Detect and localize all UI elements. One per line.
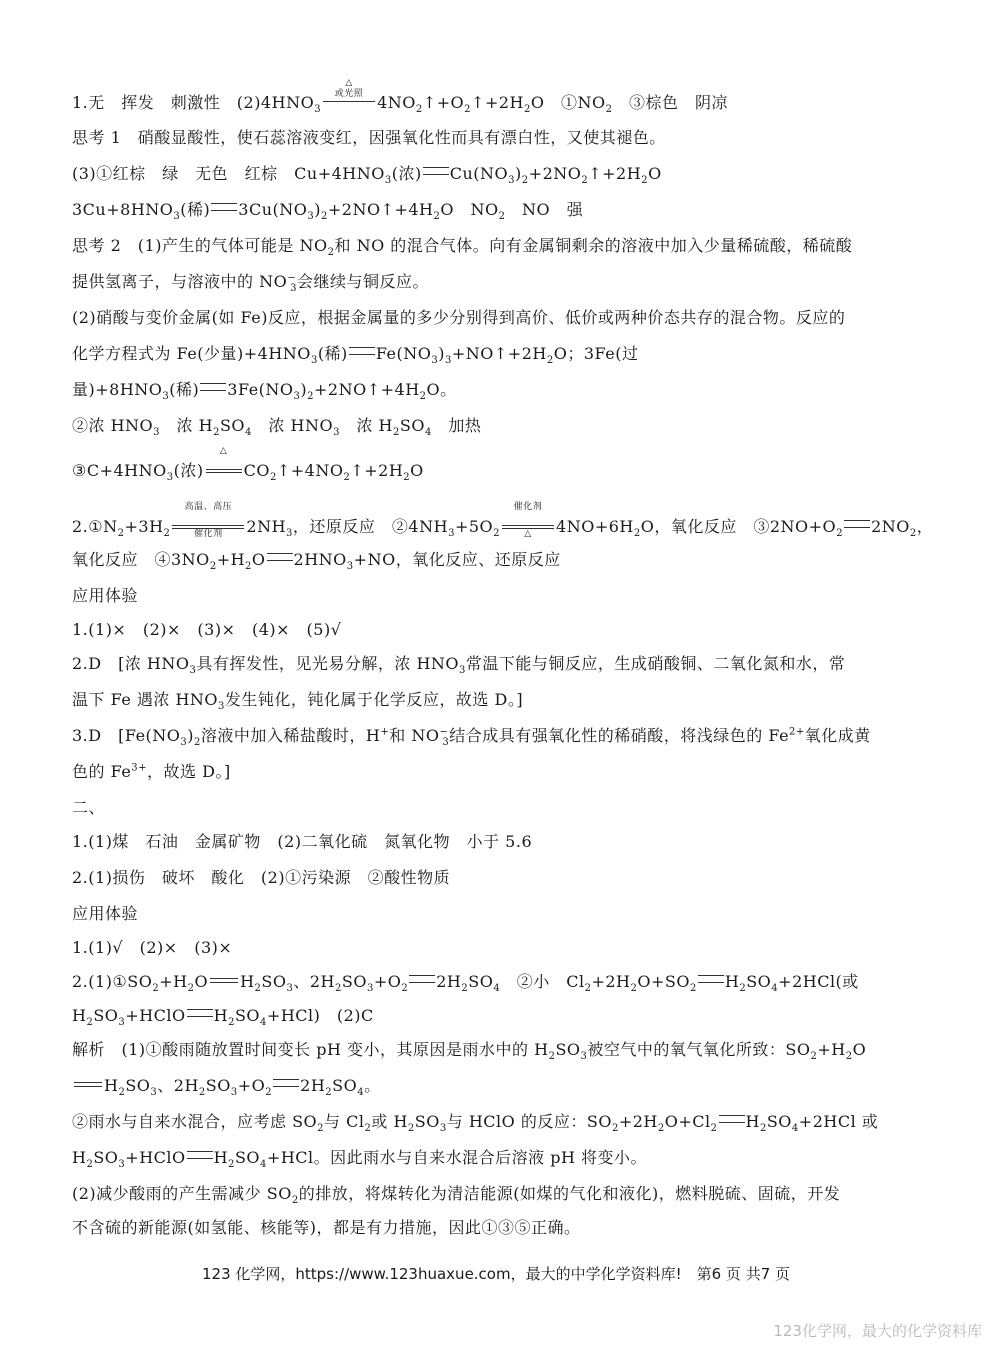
analysis-d: $H_2SO_3+HClO$ $H_2SO_4+HCl$。因此雨水与自来水混合后溶液 pH 将变小。 — [72, 1148, 647, 1171]
reaction-condition: 高温、高压 催化剂 — [172, 516, 244, 536]
para-2-c: 量)$+8HNO_3$(稀) $3Fe(NO_3)_2+2NO↑+4H_2O$。 — [72, 380, 457, 403]
analysis-f: 不含硫的新能源(如氢能、核能等)，都是有力措施，因此①③⑤正确。 — [72, 1218, 581, 1237]
think-2-a: 思考 2 (1)产生的气体可能是 $NO_2$和 NO 的混合气体。向有金属铜剩余的溶液中加入少量稀硫酸，稀硫酸 — [72, 236, 853, 259]
section-heading-practice-2: 应用体验 — [72, 904, 139, 923]
answer-line-10: ②浓 $HNO_3$ 浓 $H_2SO_4$ 浓 $HNO_3$ 浓 $H_2SO_4$ 加热 — [72, 416, 482, 439]
answer-line-1: 1.无 挥发 刺激性 $(2)4HNO_3$ △ 或光照 $4NO_2↑+O_2↑+2H_2O$ $①NO_2$ ③棕色 阴凉 — [72, 78, 729, 116]
reaction-condition: △ — [206, 460, 242, 480]
answer-2-1: 1.(1)煤 石油 金属矿物 (2)二氧化硫 氮氧化物 小于 5.6 — [72, 832, 533, 851]
answer-line-11: $③C+4HNO_3$(浓) △ $CO_2↑+4NO_2↑+2H_2O$ — [72, 446, 424, 484]
analysis-c: ②雨水与自来水混合，应考虑 $SO_2$与 $Cl_2$或 $H_2SO_3$与 HClO 的反应：$SO_2+2H_2O+Cl_2$ $H_2SO_4+2HCl$ 或 — [72, 1112, 879, 1135]
think-2-b: 提供氢离子，与溶液中的 $NO^-_3$会继续与铜反应。 — [72, 272, 429, 295]
practice-2-a: 2.D [浓 $HNO_3$具有挥发性，见光易分解，浓 $HNO_3$常温下能与铜反应，生成硝酸铜、二氧化氮和水，常 — [72, 654, 846, 677]
practice-1: 1.(1)× (2)× (3)× (4)× (5)√ — [72, 620, 342, 639]
practice-2-1: 1.(1)√ (2)× (3)× — [72, 938, 233, 957]
section-two-heading: 二、 — [72, 798, 106, 817]
practice-3-b: 色的 $Fe^{3+}$，故选 D。] — [72, 762, 231, 781]
analysis-a: 解析 (1)①酸雨随放置时间变长 pH 变小，其原因是雨水中的 $H_2SO_3$被空气中的氧气氧化所致：$SO_2+H_2O$ — [72, 1040, 867, 1063]
section-heading-practice: 应用体验 — [72, 586, 139, 605]
analysis-b: $H_2SO_3$、$2H_2SO_3+O_2$ $2H_2SO_4$。 — [72, 1076, 922, 1096]
page-footer: 123 化学网，https://www.123huaxue.com，最大的中学化学资料库! 第6 页 共7 页 — [201, 1265, 791, 1283]
para-2-b: 化学方程式为 Fe(少量)$+4HNO_3$(稀) $Fe(NO_3)_3+NO↑+2H_2O$；3Fe(过 — [72, 344, 639, 367]
answer-line-13: 氧化反应 $④3NO_2+H_2O$ $2HNO_3+NO$，氧化反应、还原反应 — [72, 550, 561, 573]
practice-3-a: 3.D [$Fe(NO_3)_2$溶液中加入稀盐酸时，H+和 $NO^-_3$结合成具有强氧化性的稀硝酸，将浅绿色的 $Fe^{2+}$氧化成黄 — [72, 726, 871, 749]
practice-2-2-a: $2.(1)①SO_2+H_2O$ $H_2SO_3$、$2H_2SO_3+O_2$ $2H_2SO_4$ ②小 $Cl_2+2H_2O+SO_2$ $H_2SO_4+2HCl$(或 — [72, 972, 859, 995]
reaction-condition: 催化剂 △ — [502, 516, 554, 536]
practice-2-b: 温下 Fe 遇浓 $HNO_3$发生钝化，钝化属于化学反应，故选 D。] — [72, 690, 524, 713]
reaction-condition: △ 或光照 — [323, 92, 375, 112]
practice-2-2-b: $H_2SO_3+HClO$ $H_2SO_4+HCl$) (2)C — [72, 1006, 374, 1029]
think-1: 思考 1 硝酸显酸性，使石蕊溶液变红，因强氧化性而具有漂白性，又使其褪色。 — [72, 128, 666, 147]
site-watermark: 123化学网，最大的化学资料库 — [773, 1322, 982, 1340]
answer-line-12: $2.①N_2+3H_2$ 高温、高压 催化剂 $2NH_3$，还原反应 $②4NH_3+5O_2$ 催化剂 △ $4NO+6H_2O$，氧化反应 $③2NO+O_2$ $2NO_2$， — [72, 502, 934, 540]
para-2-a: (2)硝酸与变价金属(如 Fe)反应，根据金属量的多少分别得到高价、低价或两种价态共存的混合物。反应的 — [72, 308, 846, 327]
analysis-e: (2)减少酸雨的产生需减少 $SO_2$的排放，将煤转化为清洁能源(如煤的气化和液化)，燃料脱硫、固硫，开发 — [72, 1184, 841, 1207]
answer-2-2: 2.(1)损伤 破坏 酸化 (2)①污染源 ②酸性物质 — [72, 868, 451, 887]
answer-line-4: $3Cu+8HNO_3$(稀) $3Cu(NO_3)_2+2NO↑+4H_2O$ $NO_2$ NO 强 — [72, 200, 584, 223]
answer-line-3: (3)①红棕 绿 无色 红棕 $Cu+4HNO_3$(浓) $Cu(NO_3)_2+2NO_2↑+2H_2O$ — [72, 164, 662, 187]
